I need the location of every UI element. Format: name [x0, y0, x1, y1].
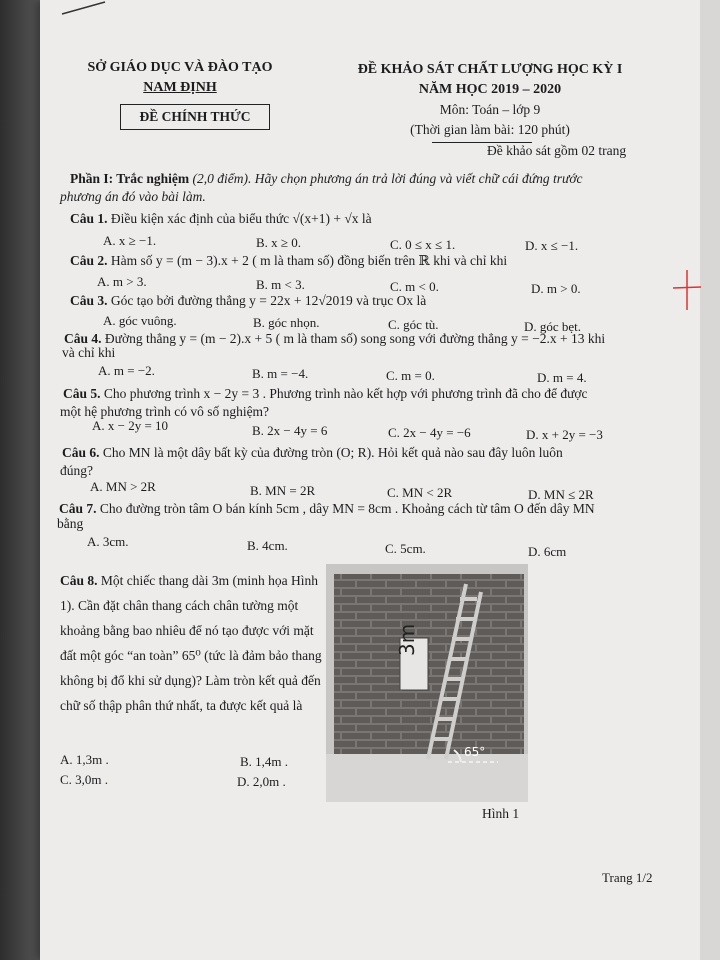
angle-label: 65° — [464, 745, 486, 759]
pen-mark — [30, 0, 110, 30]
question-label: Câu 8. — [60, 573, 98, 588]
question-text: Cho MN là một dây bất kỳ của đường tròn (O; R). Hỏi kết quả nào sau đây luôn luôn — [102, 445, 563, 460]
option-b: B. 1,4m . — [240, 754, 289, 769]
option-a: A. x ≥ −1. — [103, 233, 157, 248]
question-5-cont: một hệ phương trình có vô số nghiệm? — [60, 404, 270, 419]
option-b: B. m < 3. — [256, 277, 305, 292]
option-a: A. góc vuông. — [103, 313, 177, 328]
option-d: D. MN ≤ 2R — [528, 487, 594, 502]
question-label: Câu 5. — [63, 386, 101, 401]
part1-instruction-2: phương án đó vào bài làm. — [60, 189, 206, 204]
option-c: C. 3,0m . — [60, 772, 109, 787]
question-4 — [64, 330, 605, 348]
department-province: NAM ĐỊNH — [143, 80, 217, 95]
option-a: A. 3cm. — [87, 534, 129, 549]
option-d: D. 6cm — [528, 544, 567, 559]
duration: (Thời gian làm bài: 120 phút) — [410, 122, 570, 137]
question-1 — [70, 210, 372, 228]
option-a: A. MN > 2R — [90, 479, 156, 494]
option-a: A. m = −2. — [98, 363, 155, 378]
background-right — [700, 0, 720, 960]
exam-title: ĐỀ KHẢO SÁT CHẤT LƯỢNG HỌC KỲ I — [357, 62, 623, 77]
school-year: NĂM HỌC 2019 – 2020 — [418, 82, 562, 97]
option-d: D. 2,0m . — [237, 774, 286, 789]
question-6-cont: đúng? — [60, 463, 93, 478]
part1-instruction: (2,0 điểm). Hãy chọn phương án trả lời đúng và viết chữ cái đứng trước — [192, 171, 583, 186]
official-badge: ĐỀ CHÍNH THỨC — [120, 104, 270, 130]
option-a: A. 1,3m . — [60, 752, 109, 767]
option-b: B. MN = 2R — [250, 483, 316, 498]
question-2 — [70, 252, 507, 270]
option-d: D. m > 0. — [531, 281, 581, 296]
option-a: A. x − 2y = 10 — [92, 418, 169, 433]
option-d: D. x ≤ −1. — [525, 238, 579, 253]
question-7 — [59, 500, 595, 518]
part1-title: Phần I: Trắc nghiệm — [70, 171, 190, 186]
option-d: D. góc bẹt. — [524, 319, 582, 334]
ladder-figure — [326, 564, 528, 802]
question-3 — [70, 292, 426, 310]
part1-heading — [70, 170, 583, 188]
question-4-cont: và chỉ khi — [62, 345, 116, 360]
question-label: Câu 1. — [70, 211, 108, 226]
question-label: Câu 3. — [70, 293, 108, 308]
question-label: Câu 2. — [70, 253, 108, 268]
question-text: Một chiếc thang dài 3m (minh họa Hình 1). Cần đặt chân thang cách chân tường một khoảng bằng bao nhiêu để nó tạo được với mặt đất một góc “an toàn” 65⁰ (tức là đảm bảo thang không bị đổ khi sử dụng)? Làm tròn kết quả đến chữ số thập phân thứ nhất, ta được kết quả là — [60, 573, 322, 713]
figure-caption: Hình 1 — [482, 806, 520, 821]
header-exam — [330, 60, 650, 140]
option-a: A. m > 3. — [97, 274, 147, 289]
option-c: C. góc tù. — [388, 317, 439, 332]
option-c: C. 0 ≤ x ≤ 1. — [390, 237, 456, 252]
question-text: Cho phương trình x − 2y = 3 . Phương trình nào kết hợp với phương trình đã cho để được — [103, 386, 588, 401]
option-d: D. m = 4. — [537, 370, 587, 385]
height-label: 3m — [395, 623, 419, 656]
question-6 — [62, 444, 563, 462]
question-text: Hàm số y = (m − 3).x + 2 ( m là tham số) đồng biến trên ℝ khi và chỉ khi — [110, 253, 508, 268]
question-label: Câu 7. — [59, 501, 97, 516]
question-8 — [60, 568, 326, 718]
option-b: B. 2x − 4y = 6 — [252, 423, 328, 438]
department-name: SỞ GIÁO DỤC VÀ ĐÀO TẠO — [87, 60, 273, 75]
question-text: Đường thẳng y = (m − 2).x + 5 ( m là tham số) song song với đường thẳng y = −2.x + 13 khi — [104, 331, 606, 346]
option-b: B. x ≥ 0. — [256, 235, 302, 250]
page-number: Trang 1/2 — [602, 870, 653, 885]
question-text: Góc tạo bởi đường thẳng y = 22x + 12√2019 và trục Ox là — [110, 293, 427, 308]
pages-note: Đề khảo sát gồm 02 trang — [487, 143, 627, 158]
red-pen-mark — [673, 270, 701, 310]
option-b: B. góc nhọn. — [253, 315, 320, 330]
option-c: C. m < 0. — [390, 279, 439, 294]
question-text: Cho đường tròn tâm O bán kính 5cm , dây MN = 8cm . Khoảng cách từ tâm O đến dây MN — [99, 501, 595, 516]
question-label: Câu 6. — [62, 445, 100, 460]
option-c: C. 2x − 4y = −6 — [388, 425, 471, 440]
subject: Môn: Toán – lớp 9 — [439, 102, 541, 117]
option-c: C. MN < 2R — [387, 485, 453, 500]
option-b: B. 4cm. — [247, 538, 288, 553]
option-c: C. 5cm. — [385, 541, 426, 556]
header-department — [80, 58, 280, 98]
question-text: Điều kiện xác định của biểu thức √(x+1) + √x là — [110, 211, 372, 226]
question-7-cont: bằng — [57, 516, 84, 531]
option-c: C. m = 0. — [386, 368, 435, 383]
option-d: D. x + 2y = −3 — [526, 427, 603, 442]
question-label: Câu 4. — [64, 331, 102, 346]
option-b: B. m = −4. — [252, 366, 309, 381]
question-5 — [63, 385, 588, 403]
background-left — [0, 0, 40, 960]
